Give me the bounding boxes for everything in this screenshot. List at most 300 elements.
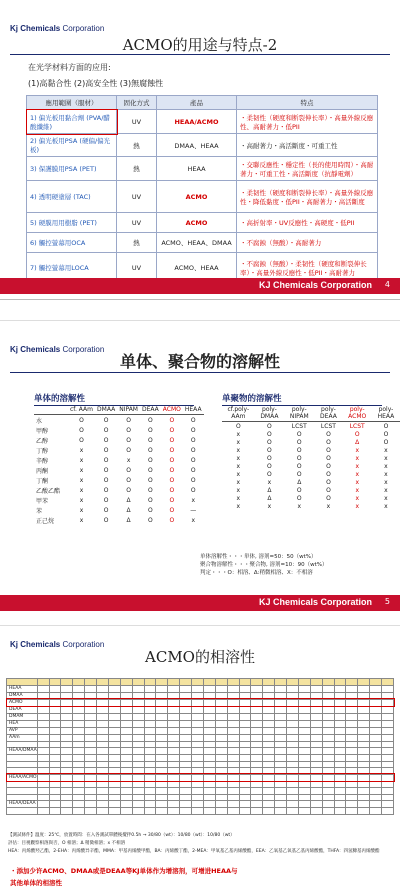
solubility-cell: x: [355, 502, 359, 510]
compatibility-cell: [251, 774, 263, 781]
solvent-label: 苯: [36, 507, 43, 515]
solubility-cell: x: [236, 494, 241, 502]
solubility-cell: O: [103, 486, 109, 494]
solubility-cell: O: [103, 516, 109, 524]
compatibility-cell: [203, 734, 215, 741]
solubility-cell: O: [79, 416, 84, 424]
compatibility-cell: [239, 734, 251, 741]
compatibility-cell: [215, 808, 227, 815]
solubility-cell: O: [326, 454, 331, 462]
compatibility-cell: [49, 774, 61, 781]
solubility-cell: O: [148, 496, 153, 504]
column-header: HEAA: [184, 406, 202, 413]
compatibility-cell: [37, 727, 49, 734]
compatibility-cell: [73, 720, 85, 727]
solubility-cell: x: [384, 462, 388, 470]
compatibility-cell: [168, 808, 180, 815]
compatibility-cell: [180, 720, 192, 727]
compatibility-cell: [37, 713, 49, 720]
footer-company: KJ Chemicals Corporation: [258, 280, 372, 290]
compatibility-cell: [73, 699, 85, 706]
compatibility-cell: [358, 801, 370, 808]
compatibility-cell: [37, 808, 49, 815]
solubility-cell: x: [79, 466, 84, 474]
compatibility-cell: [346, 801, 358, 808]
table-row: [34, 415, 204, 426]
compatibility-cell: [85, 713, 97, 720]
compatibility-cell: [310, 734, 322, 741]
compatibility-cell: [180, 727, 192, 734]
table-row: [7, 713, 394, 720]
compatibility-cell: [203, 699, 215, 706]
compatibility-cell: [251, 699, 263, 706]
compatibility-cell: [346, 748, 358, 755]
compatibility-cell: [49, 720, 61, 727]
compatibility-cell: [239, 713, 251, 720]
compatibility-cell: [168, 801, 180, 808]
solubility-note: 聚合物溶解性・・・聚合物, 溶剂=10：90（wt%）: [200, 562, 328, 568]
compatibility-cell: [156, 727, 168, 734]
solubility-cell: x: [267, 502, 272, 510]
solubility-cell: O: [103, 416, 109, 424]
application-cell: 1) 偏光板用黏合劑 (PVA/醋酸纖維): [27, 110, 117, 134]
solubility-cell: O: [296, 462, 302, 470]
compatibility-cell: [156, 748, 168, 755]
compatibility-cell: [120, 692, 132, 699]
compatibility-cell: [144, 801, 156, 808]
solubility-cell: O: [190, 456, 196, 464]
solvent-label: 辛醇: [36, 457, 49, 465]
solubility-cell: O: [103, 476, 109, 484]
compatibility-cell: [251, 685, 263, 692]
compatibility-cell: [192, 685, 204, 692]
column-header: cf. AAm: [70, 406, 94, 413]
compatibility-cell: [144, 734, 156, 741]
solubility-cell: O: [267, 446, 272, 454]
compatibility-cell: [120, 774, 132, 781]
compatibility-cell: [73, 713, 85, 720]
solubility-cell: Δ: [267, 486, 272, 494]
compatibility-cell: [203, 720, 215, 727]
test-condition-note: 【測試條件】溫度：25℃，放置時間：在入各測試單體後攪拌0.5h → 30/80（wt）：10/80（wt）：10/80（wt）: [8, 833, 235, 838]
compatibility-cell: [382, 706, 394, 713]
polymer-solubility-table: [222, 405, 400, 510]
compatibility-cell: [370, 748, 382, 755]
compatibility-cell: [287, 692, 299, 699]
compatibility-cell: [310, 699, 322, 706]
compatibility-cell: [215, 801, 227, 808]
compatibility-cell: [370, 713, 382, 720]
compatibility-cell: [251, 734, 263, 741]
compatibility-cell: [322, 734, 334, 741]
table-row: [34, 495, 204, 505]
column-header: NIPAM: [119, 406, 138, 413]
monomer-solubility-table: [34, 405, 204, 525]
compatibility-cell: [144, 720, 156, 727]
compatibility-cell: [132, 734, 144, 741]
compatibility-cell: [192, 774, 204, 781]
solubility-cell: O: [148, 416, 153, 424]
table-row: [34, 475, 204, 485]
compatibility-cell: [346, 699, 358, 706]
compatibility-cell: [322, 774, 334, 781]
company-logo: Kj Chemicals Corporation: [10, 345, 105, 354]
compatibility-cell: [108, 808, 120, 815]
compatibility-cell: [97, 699, 109, 706]
table-row: [7, 748, 394, 755]
compatibility-cell: [49, 706, 61, 713]
column-header: poly-DMAA: [255, 405, 285, 422]
solubility-cell: x: [355, 462, 359, 470]
solubility-cell: LCST: [320, 422, 336, 430]
compatibility-cell: [168, 713, 180, 720]
compatibility-cell: [334, 801, 346, 808]
compatibility-cell: [239, 699, 251, 706]
solubility-cell: O: [126, 446, 131, 454]
compatibility-cell: [334, 713, 346, 720]
compatibility-cell: [144, 706, 156, 713]
compatibility-cell: [61, 699, 73, 706]
compatibility-cell: [192, 808, 204, 815]
compatibility-cell: [120, 734, 132, 741]
compatibility-cell: [358, 727, 370, 734]
compatibility-cell: [346, 734, 358, 741]
solubility-cell: x: [384, 502, 388, 510]
compatibility-cell: [180, 734, 192, 741]
compatibility-cell: [215, 713, 227, 720]
compatibility-cell: [132, 713, 144, 720]
compatibility-cell: [168, 692, 180, 699]
compatibility-cell: [310, 808, 322, 815]
solubility-cell: —: [190, 506, 197, 514]
compatibility-cell: [120, 801, 132, 808]
compatibility-cell: [144, 727, 156, 734]
compatibility-cell: [215, 692, 227, 699]
solubility-cell: x: [384, 470, 388, 478]
compatibility-cell: [227, 720, 239, 727]
compatibility-cell: [132, 692, 144, 699]
solubility-cell: O: [235, 422, 241, 430]
feature-cell: ・交聯反應性・穩定性（長的使用時間）・高耐著力・可重工性・高活斷度（抗靜電劑）: [237, 157, 378, 181]
solubility-cell: x: [236, 430, 241, 438]
compatibility-cell: [168, 685, 180, 692]
solubility-cell: O: [148, 446, 153, 454]
compatibility-cell: [144, 699, 156, 706]
compatibility-cell: [227, 801, 239, 808]
column-header: DMAA: [97, 406, 116, 413]
table-row: [7, 774, 394, 781]
compatibility-cell: [298, 774, 310, 781]
table-row: [34, 485, 204, 495]
solubility-cell: O: [169, 456, 175, 464]
compatibility-cell: [263, 713, 275, 720]
solubility-cell: x: [384, 494, 388, 502]
evaluation-note: 評估：目視觀察相溶與否，O 相溶；Δ 稍微相溶；x 不相溶: [8, 841, 126, 846]
compatibility-cell: [97, 713, 109, 720]
solubility-cell: x: [79, 486, 84, 494]
compatibility-cell: [334, 774, 346, 781]
table-row: [34, 425, 204, 435]
compatibility-cell: [358, 748, 370, 755]
row-label: AVP: [7, 727, 38, 734]
table-row: [34, 455, 204, 465]
compatibility-cell: [73, 706, 85, 713]
solubility-cell: O: [103, 466, 109, 474]
table-row: [222, 462, 400, 470]
compatibility-cell: [144, 774, 156, 781]
compatibility-cell: [239, 727, 251, 734]
compatibility-cell: [370, 801, 382, 808]
compatibility-cell: [275, 748, 287, 755]
compatibility-cell: [287, 706, 299, 713]
solubility-cell: Δ: [126, 496, 131, 504]
compatibility-cell: [156, 692, 168, 699]
row-label: HEAA/DEAA: [7, 801, 38, 808]
compatibility-cell: [370, 692, 382, 699]
solubility-cell: O: [126, 436, 131, 444]
solvent-label: 乙酸乙酯: [36, 487, 61, 495]
compatibility-cell: [203, 706, 215, 713]
compatibility-cell: [298, 713, 310, 720]
compatibility-cell: [334, 720, 346, 727]
solvent-label: 丁酮: [36, 477, 49, 485]
solvent-label: 乙醇: [36, 437, 49, 445]
compatibility-cell: [287, 734, 299, 741]
compatibility-cell: [215, 699, 227, 706]
column-header: cf.poly-AAm: [222, 405, 255, 422]
intro-line-2: (1)高黏合性 (2)高安全性 (3)無腐蝕性: [28, 79, 164, 88]
solubility-cell: O: [79, 426, 84, 434]
table-row: [7, 699, 394, 706]
compatibility-cell: [203, 692, 215, 699]
compatibility-cell: [287, 774, 299, 781]
compatibility-cell: [61, 692, 73, 699]
compatibility-cell: [322, 748, 334, 755]
feature-cell: ・不腐蝕（無酸）・柔韧性（硬度和断裂伸长率）・高量外線反應性・低PII・高耐著力: [237, 253, 378, 283]
intro-line-1: 在光学材料方面的应用:: [28, 63, 111, 72]
table-row: [34, 515, 204, 525]
feature-cell: ・柔韧性（硬度和断裂伸长率）・高量外線反應性・降低黏度・低PII・高耐著力・高活斷度: [237, 181, 378, 213]
table-row: [222, 478, 400, 486]
solubility-cell: O: [169, 496, 175, 504]
compatibility-cell: [180, 774, 192, 781]
table-row: [7, 720, 394, 727]
solubility-cell: O: [169, 486, 175, 494]
compatibility-cell: [322, 720, 334, 727]
compatibility-cell: [156, 801, 168, 808]
compatibility-cell: [322, 808, 334, 815]
solubility-cell: x: [236, 502, 241, 510]
solubility-cell: O: [126, 416, 131, 424]
header-product: 產品: [157, 96, 237, 110]
table-row: [222, 502, 400, 510]
compatibility-cell: [239, 685, 251, 692]
compatibility-cell: [382, 692, 394, 699]
compatibility-cell: [192, 720, 204, 727]
solubility-cell: x: [297, 502, 302, 510]
compatibility-cell: [251, 706, 263, 713]
compatibility-cell: [298, 685, 310, 692]
solubility-cell: O: [190, 416, 196, 424]
table-row: [7, 727, 394, 734]
compatibility-cell: [287, 808, 299, 815]
solubility-cell: x: [355, 446, 359, 454]
solubility-cell: O: [267, 438, 272, 446]
compatibility-cell: [382, 713, 394, 720]
header-application: 應用範圍（服材）: [27, 96, 117, 110]
compatibility-cell: [61, 808, 73, 815]
table-row: [222, 430, 400, 438]
title-divider: [10, 372, 390, 373]
solubility-cell: x: [79, 446, 84, 454]
solvent-label: 丙酮: [36, 467, 49, 475]
solubility-cell: x: [79, 496, 84, 504]
solubility-cell: O: [190, 466, 196, 474]
table-row: [222, 454, 400, 462]
compatibility-cell: [263, 720, 275, 727]
compatibility-cell: [310, 685, 322, 692]
header-cure: 固化方式: [117, 96, 157, 110]
product-cell: ACMO、HEAA: [157, 253, 237, 283]
compatibility-cell: [275, 801, 287, 808]
feature-cell: ・不腐蝕（無酸）・高耐著力: [237, 233, 378, 253]
solubility-cell: O: [169, 506, 175, 514]
application-cell: 4) 透明硬塗層 (TAC): [27, 181, 117, 213]
solubility-cell: O: [326, 430, 331, 438]
compatibility-cell: [227, 692, 239, 699]
compatibility-cell: [132, 685, 144, 692]
compatibility-cell: [85, 808, 97, 815]
compatibility-cell: [239, 808, 251, 815]
compatibility-cell: [156, 774, 168, 781]
table-row: [222, 486, 400, 494]
compatibility-cell: [156, 734, 168, 741]
compatibility-cell: [61, 685, 73, 692]
compatibility-cell: [61, 706, 73, 713]
compatibility-cell: [251, 808, 263, 815]
compatibility-cell: [382, 734, 394, 741]
page-title: ACMO的相溶性: [145, 648, 255, 666]
solubility-cell: O: [103, 496, 109, 504]
solubility-cell: x: [79, 516, 84, 524]
solubility-cell: x: [355, 486, 359, 494]
compatibility-cell: [298, 692, 310, 699]
compatibility-cell: [275, 692, 287, 699]
compatibility-cell: [251, 748, 263, 755]
compatibility-cell: [334, 734, 346, 741]
compatibility-cell: [192, 801, 204, 808]
compatibility-cell: [61, 774, 73, 781]
solubility-cell: x: [236, 478, 241, 486]
compatibility-cell: [49, 727, 61, 734]
compatibility-cell: [120, 685, 132, 692]
compatibility-cell: [192, 699, 204, 706]
solubility-cell: x: [236, 462, 241, 470]
compatibility-cell: [370, 727, 382, 734]
table-row: [7, 808, 394, 815]
solubility-cell: O: [148, 436, 153, 444]
compatibility-cell: [108, 706, 120, 713]
compatibility-cell: [263, 748, 275, 755]
compatibility-cell: [358, 685, 370, 692]
compatibility-cell: [108, 692, 120, 699]
compatibility-cell: [49, 692, 61, 699]
compatibility-cell: [144, 748, 156, 755]
compatibility-cell: [382, 774, 394, 781]
solubility-cell: O: [267, 454, 272, 462]
compatibility-cell: [310, 727, 322, 734]
solubility-cell: O: [354, 430, 360, 438]
row-label: HEAA/ACMO: [7, 774, 38, 781]
compatibility-cell: [108, 685, 120, 692]
compatibility-cell: [334, 699, 346, 706]
compatibility-cell: [382, 699, 394, 706]
cure-cell: 熱: [117, 134, 157, 157]
compatibility-cell: [97, 774, 109, 781]
compatibility-cell: [358, 706, 370, 713]
compatibility-cell: [287, 801, 299, 808]
solvent-label: 水: [36, 417, 43, 425]
solubility-cell: O: [296, 446, 302, 454]
compatibility-cell: [310, 692, 322, 699]
solubility-cell: x: [236, 446, 241, 454]
compatibility-cell: [215, 774, 227, 781]
compatibility-cell: [275, 727, 287, 734]
solubility-cell: x: [384, 454, 388, 462]
row-label: DMAA: [7, 692, 38, 699]
product-cell: DMAA、HEAA: [157, 134, 237, 157]
compatibility-cell: [120, 727, 132, 734]
compatibility-cell: [358, 734, 370, 741]
compatibility-cell: [251, 692, 263, 699]
solubility-cell: O: [296, 454, 302, 462]
product-cell: HEAA/ACMO: [157, 110, 237, 134]
solubility-cell: x: [79, 506, 84, 514]
compatibility-cell: [168, 774, 180, 781]
compatibility-cell: [132, 699, 144, 706]
compatibility-cell: [227, 748, 239, 755]
application-cell: 2) 偏光板用PSA (硬偏/偏光板): [27, 134, 117, 157]
table-row: [34, 445, 204, 455]
compatibility-cell: [61, 713, 73, 720]
compatibility-cell: [287, 727, 299, 734]
solubility-cell: O: [267, 462, 272, 470]
table-row: [222, 422, 400, 431]
compatibility-cell: [49, 808, 61, 815]
compatibility-cell: [346, 706, 358, 713]
solubility-cell: O: [326, 478, 331, 486]
compatibility-cell: [346, 720, 358, 727]
compatibility-cell: [108, 734, 120, 741]
column-header: poly-ACMO: [343, 405, 372, 422]
compatibility-cell: [61, 720, 73, 727]
solubility-cell: O: [169, 476, 175, 484]
row-label: HEA: [7, 720, 38, 727]
compatibility-cell: [215, 685, 227, 692]
compatibility-cell: [108, 774, 120, 781]
compatibility-cell: [120, 808, 132, 815]
compatibility-cell: [120, 748, 132, 755]
application-cell: 5) 硬膜用用樹脂 (PET): [27, 213, 117, 233]
compatibility-cell: [73, 774, 85, 781]
compatibility-cell: [108, 727, 120, 734]
solubility-cell: O: [190, 476, 196, 484]
solubility-cell: O: [326, 438, 331, 446]
table-header-row: [34, 405, 204, 415]
solubility-cell: Δ: [355, 438, 360, 446]
compatibility-cell: [144, 713, 156, 720]
product-cell: ACMO: [157, 181, 237, 213]
